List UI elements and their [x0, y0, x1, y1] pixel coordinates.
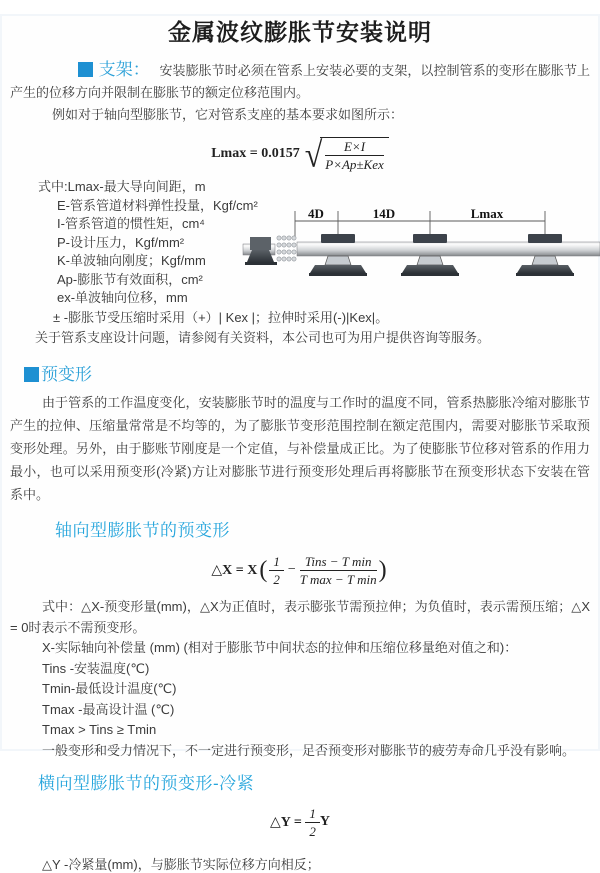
half-fraction	[305, 806, 320, 839]
axial-item: Tmin-最低设计温度(℃)	[42, 681, 177, 696]
fraction-numerator: 1	[269, 554, 284, 571]
support-intro-text: 安装膨胀节时必须在管系上安装必要的支架，以控制管系的变形在膨胀节上产生的位移方向并限制在膨胀节的额定位移范围内。	[10, 63, 590, 100]
definition-line: E-管系管道材料弹性投量，Kgf/cm²	[57, 197, 258, 213]
axial-definitions	[10, 597, 590, 761]
formula-lmax-fraction	[325, 139, 384, 172]
definition-line: K-单波轴向刚度；Kgf/mm	[57, 253, 206, 268]
fraction-denominator: T max − T min	[299, 571, 377, 587]
temperature-fraction	[300, 554, 377, 587]
blue-square-icon	[24, 367, 39, 382]
sqrt-body	[320, 137, 389, 172]
blue-square-icon	[78, 62, 93, 77]
dim-label-lmax: Lmax	[470, 206, 504, 221]
definition-line: P-设计压力，Kgf/mm²	[57, 234, 185, 250]
fraction-denominator: 2	[273, 571, 280, 587]
formula-delta-x	[0, 549, 600, 591]
fraction-numerator: 1	[305, 806, 320, 823]
document-page	[0, 14, 600, 872]
bellows-icon	[277, 236, 296, 261]
definition-line: I-管系管道的惯性矩，cm⁴	[57, 216, 205, 231]
lateral-note: △Y -冷紧量(mm)，与膨胀节实际位移方向相反；	[42, 857, 320, 872]
predeform-body: 由于管系的工作温度变化，安装膨胀节时的温度与工作时的温度不同，管系热膨胀冷缩对膨胀节产生的拉伸、压缩量常常是不均等的，为了膨胀节变形范围控制在额定范围内，需要对膨胀节采取预变形处理。另外，由于膨账节刚度是一个定值，与补偿量成正比。为了使膨胀节位移对管系的作用力最小，也可以采用预变形(冷紧)方让对膨胀节进行预变形处理后再将膨胀节在预变形状态下安装在管系中。	[10, 395, 590, 502]
definition-line: 式中:Lmax-最大导向间距，m	[38, 179, 206, 194]
formula-lmax-lhs: Lmax = 0.0157	[211, 146, 300, 161]
fraction-denominator: 2	[309, 823, 316, 839]
formula-dy-lhs: △Y =	[270, 814, 302, 830]
fraction-denominator: P×Ap±Kex	[325, 156, 384, 172]
formula-lmax	[0, 134, 600, 174]
support-example-text: 例如对于轴向型膨胀节，它对管系支座的基本要求如图所示：	[52, 107, 404, 122]
pipe-diagram	[243, 206, 600, 301]
axial-item: X-实际轴向补偿量 (mm) (相对于膨胀节中间状态的拉伸和压缩位移量绝对值之和)：	[42, 640, 518, 655]
section-predeform-heading	[24, 360, 600, 385]
pipe	[297, 242, 600, 256]
support-note: 关于管系支座设计问题，请参阅有关资料，本公司也可为用户提供咨询等服务。	[35, 330, 491, 345]
minus-sign: −	[287, 562, 296, 577]
formula-dy-rhs: Y	[319, 814, 330, 829]
support-paragraph	[10, 59, 590, 104]
dim-label-4d: 4D	[308, 206, 324, 221]
right-paren: )	[378, 557, 387, 583]
fraction-numerator: E×I	[325, 139, 384, 156]
formula-dx-lhs: △X = X	[211, 562, 258, 578]
axial-item: Tmax > Tins ≥ Tmin	[42, 722, 157, 737]
axial-item: Tmax -最高设计温 (℃)	[42, 701, 175, 717]
left-paren: (	[259, 557, 268, 583]
predeform-heading-label: 预变形	[41, 365, 92, 384]
axial-closing-line: 一般变形和受力情况下，不一定进行预变形，足否预变形对膨胀节的疲劳寿命几乎没有影响。	[42, 742, 576, 758]
definition-line: ± -膨胀节受压缩时采用（+）| Kex |；拉伸时采用(-)|Kex|。	[53, 309, 389, 325]
dim-label-14d: 14D	[372, 206, 396, 221]
definition-line: Ap-膨胀节有效面积，cm²	[57, 271, 203, 287]
fraction-numerator: Tins − T min	[300, 554, 377, 571]
axial-item: Tins -安装温度(℃)	[42, 660, 150, 676]
half-fraction	[269, 554, 284, 587]
axial-where-line: 式中：△X-预变形量(mm)，△X为正值时，表示膨张节需预拉伸；为负值时，表示需预压缩；△X = 0时表示不需预变形。	[10, 599, 590, 635]
section-support-heading: 支架：	[98, 60, 150, 79]
sqrt-symbol: √	[304, 133, 323, 175]
page-title: 金属波纹膨胀节安装说明	[168, 19, 432, 45]
definition-line: ex-单波轴向位移，mm	[57, 290, 188, 305]
formula-delta-y	[0, 804, 600, 840]
axial-heading: 轴向型膨胀节的预变形	[55, 521, 230, 540]
lateral-heading: 横向型膨胀节的预变形-冷紧	[38, 774, 255, 793]
